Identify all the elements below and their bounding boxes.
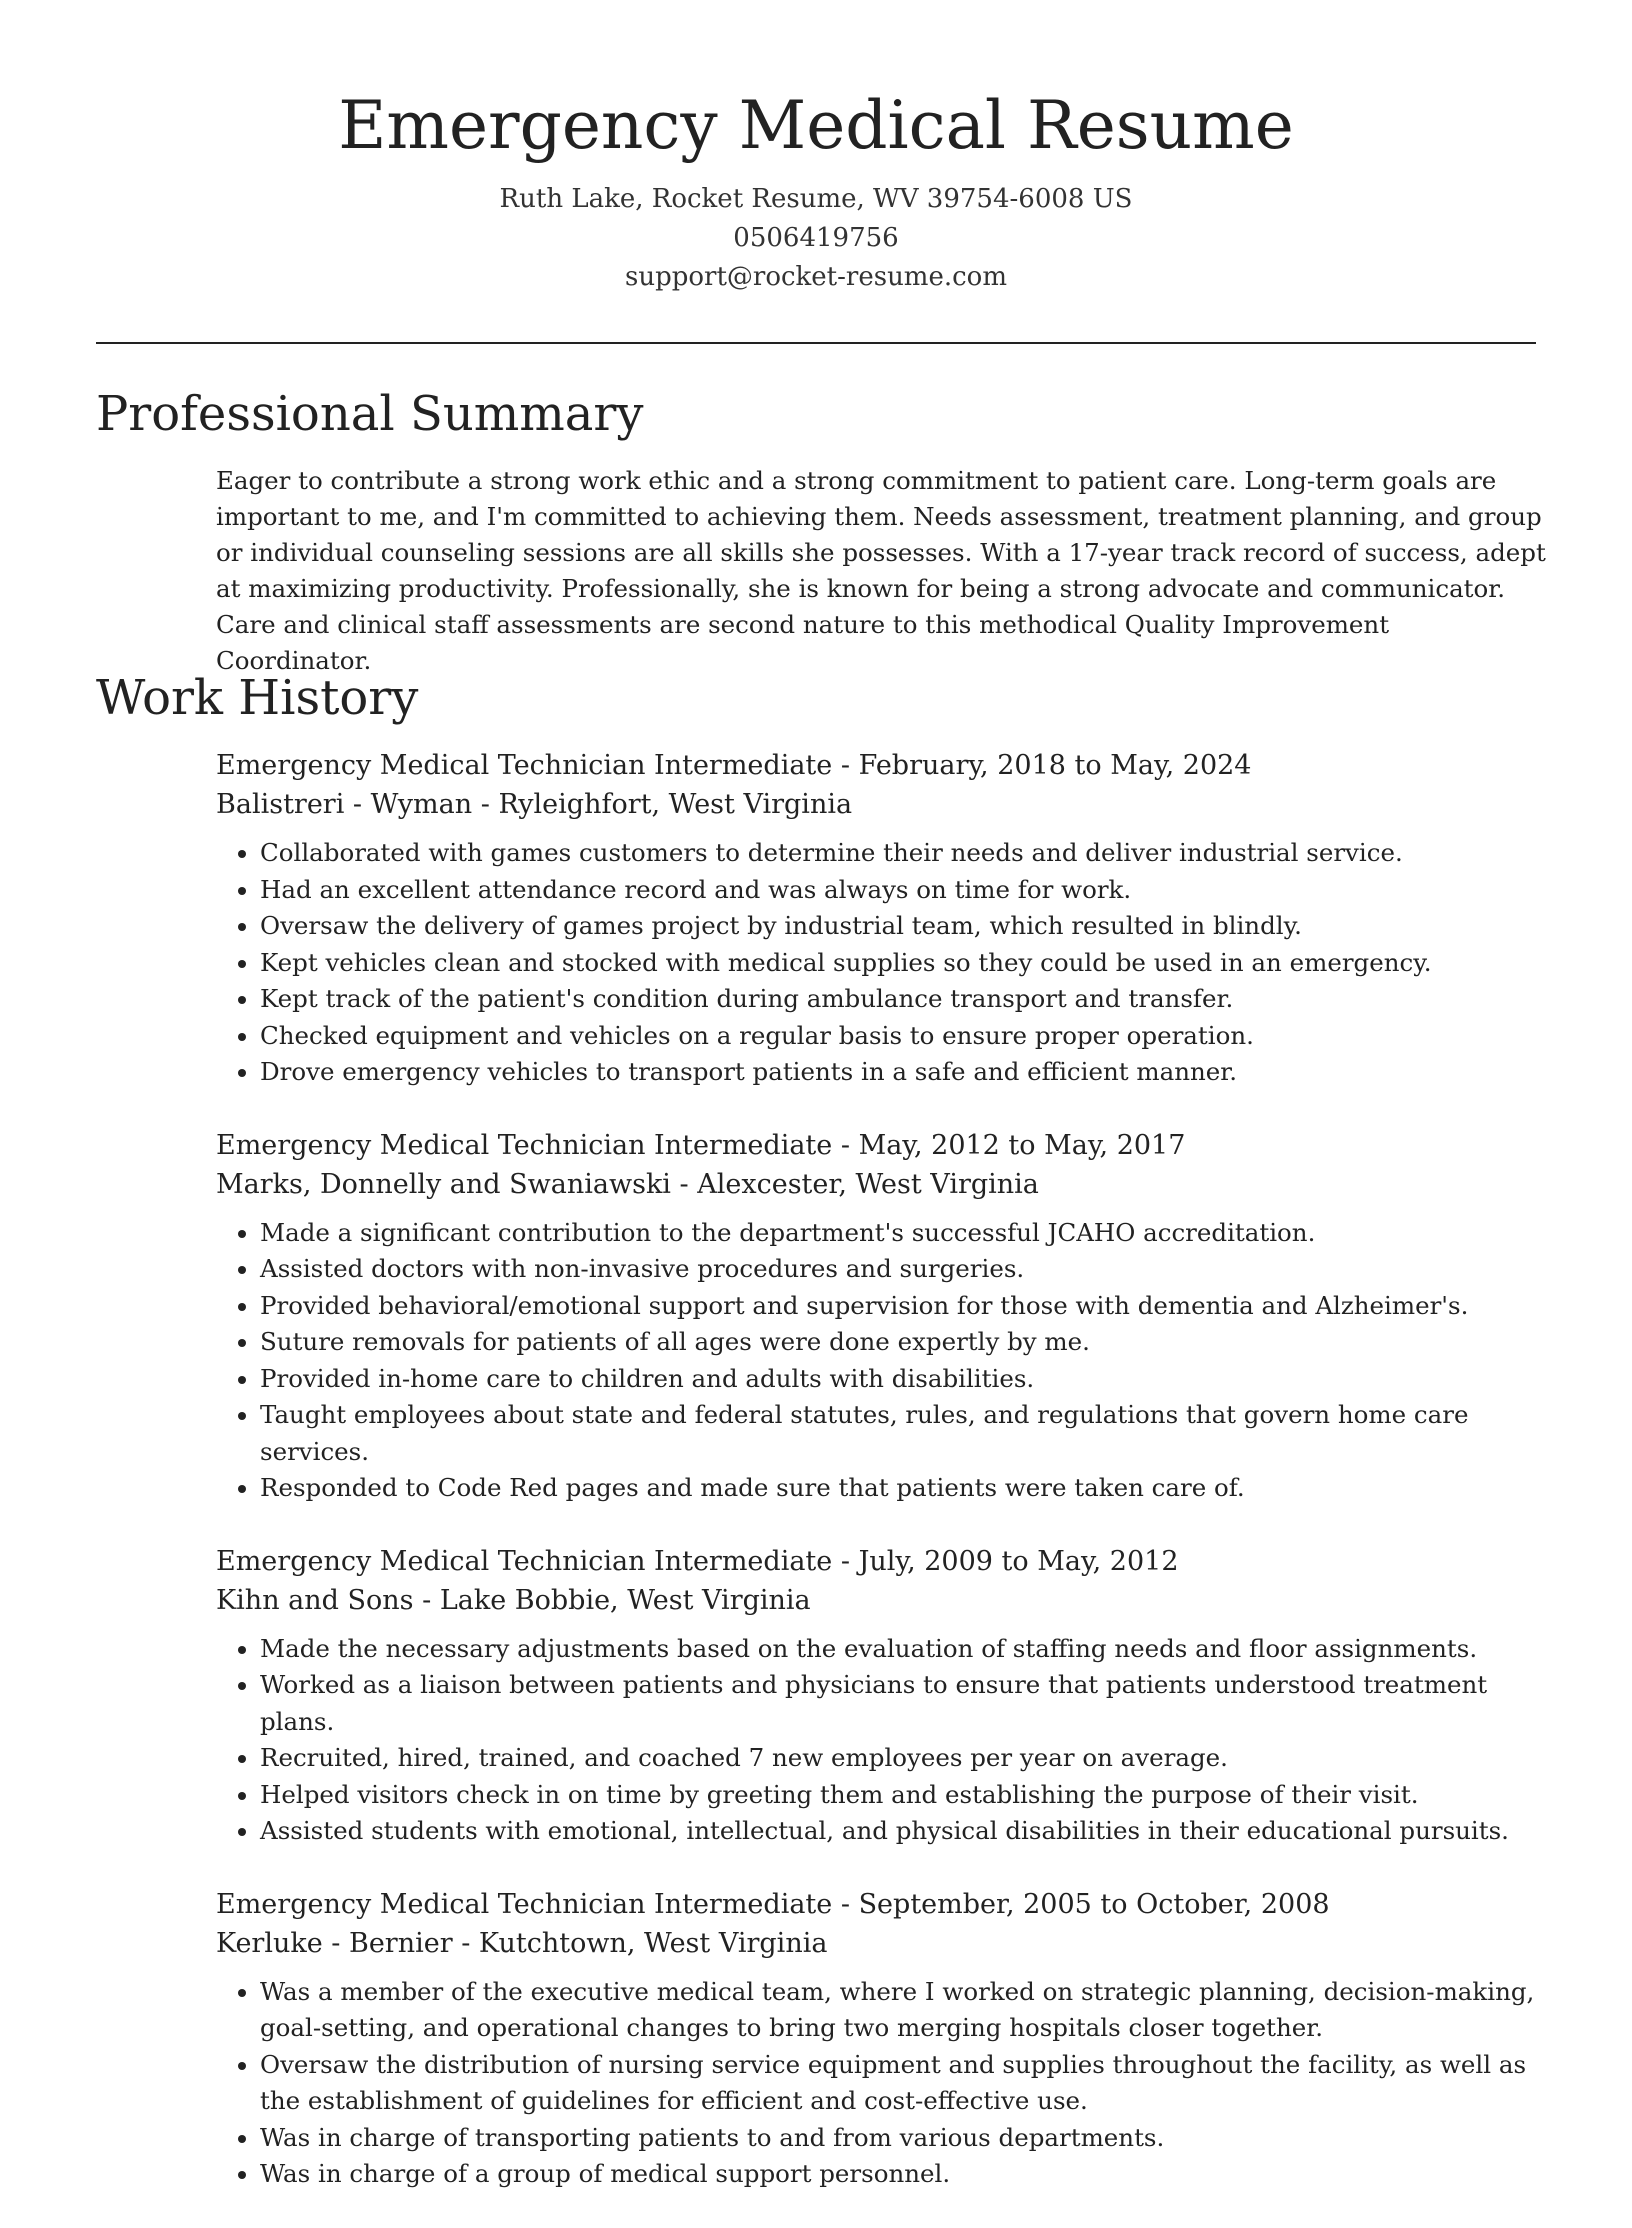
bullet-item: • Kept vehicles clean and stocked with medical supplies so they could be used in an emergency. bbox=[260, 945, 1546, 982]
contact-email: support@rocket-resume.com bbox=[624, 262, 1007, 292]
bullet-item: • Made a significant contribution to the department's successful JCAHO accreditation. bbox=[260, 1215, 1546, 1252]
job-bullets bbox=[216, 835, 1546, 1091]
job-company: Kihn and Sons bbox=[216, 1584, 414, 1616]
job-dates: February, 2018 to May, 2024 bbox=[858, 750, 1252, 781]
job-company-line: Kerluke - Bernier - Kutchtown, West Virginia bbox=[216, 1927, 828, 1959]
summary-heading: Professional Summary bbox=[96, 386, 644, 442]
job-title: Emergency Medical Technician Intermediate bbox=[216, 1888, 833, 1920]
bullet-item: • Oversaw the distribution of nursing service equipment and supplies throughout the facility, as well as the establishment of guidelines for efficient and cost-effective use. bbox=[260, 2047, 1546, 2120]
bullet-item: • Worked as a liaison between patients and physicians to ensure that patients understood treatment plans. bbox=[260, 1667, 1546, 1740]
resume-header bbox=[96, 84, 1536, 297]
bullet-item: • Was a member of the executive medical team, where I worked on strategic planning, decision-making, goal-setting, and operational changes to bring two merging hospitals closer together. bbox=[260, 1974, 1546, 2047]
summary-text: Eager to contribute a strong work ethic and a strong commitment to patient care. Long-term goals are important to me, and I'm committed to achieving them. Needs assessment, treatment planning, and group or individual counseling sessions are all skills she possesses. With a 17-year track record of success, adept at maximizing productivity. Professionally, she is known for being a strong advocate and communicator. Care and clinical staff assessments are second nature to this methodical Quality Improvement Coordinator. bbox=[216, 466, 1546, 675]
bullet-item: • Was in charge of a group of medical support personnel. bbox=[260, 2156, 1546, 2193]
job-dates: May, 2012 to May, 2017 bbox=[858, 1129, 1186, 1161]
contact-block bbox=[96, 180, 1536, 297]
job-dates: July, 2009 to May, 2012 bbox=[858, 1545, 1179, 1577]
job-location: Alexcester, West Virginia bbox=[697, 1168, 1039, 1200]
job-bullets bbox=[216, 1631, 1546, 1850]
job-dates: September, 2005 to October, 2008 bbox=[858, 1888, 1330, 1920]
job-location: Lake Bobbie, West Virginia bbox=[439, 1584, 811, 1616]
job-title-line: Emergency Medical Technician Intermediate - May, 2012 to May, 2017 bbox=[216, 1129, 1186, 1161]
job-entry bbox=[216, 1126, 1546, 1507]
bullet-item: • Drove emergency vehicles to transport patients in a safe and efficient manner. bbox=[260, 1054, 1546, 1091]
work-history-heading: Work History bbox=[96, 670, 419, 726]
bullet-item: • Recruited, hired, trained, and coached 7 new employees per year on average. bbox=[260, 1740, 1546, 1777]
job-title: Emergency Medical Technician Intermediate bbox=[216, 1545, 833, 1577]
bullet-item: • Oversaw the delivery of games project by industrial team, which resulted in blindly. bbox=[260, 908, 1546, 945]
bullet-item: • Was in charge of transporting patients to and from various departments. bbox=[260, 2120, 1546, 2157]
job-bullets bbox=[216, 1215, 1546, 1507]
bullet-item: • Collaborated with games customers to determine their needs and deliver industrial service. bbox=[260, 835, 1546, 872]
bullet-item: • Had an excellent attendance record and was always on time for work. bbox=[260, 872, 1546, 909]
job-title-line: Emergency Medical Technician Intermediate - February, 2018 to May, 2024 bbox=[216, 750, 1252, 781]
job-company-line: Balistreri - Wyman - Ryleighfort, West Virginia bbox=[216, 789, 853, 820]
bullet-item: • Kept track of the patient's condition during ambulance transport and transfer. bbox=[260, 981, 1546, 1018]
work-history-list bbox=[216, 746, 1546, 2228]
job-company-line: Marks, Donnelly and Swaniawski - Alexcester, West Virginia bbox=[216, 1168, 1039, 1200]
job-location: Ryleighfort, West Virginia bbox=[498, 789, 853, 820]
job-title-line: Emergency Medical Technician Intermediate - September, 2005 to October, 2008 bbox=[216, 1888, 1330, 1920]
contact-address: Ruth Lake, Rocket Resume, WV 39754-6008 US bbox=[499, 184, 1133, 214]
bullet-item: • Provided behavioral/emotional support and supervision for those with dementia and Alzheimer's. bbox=[260, 1288, 1546, 1325]
job-title: Emergency Medical Technician Intermediate bbox=[216, 750, 833, 781]
job-title: Emergency Medical Technician Intermediate bbox=[216, 1129, 833, 1161]
job-company-line: Kihn and Sons - Lake Bobbie, West Virginia bbox=[216, 1584, 811, 1616]
contact-phone: 0506419756 bbox=[733, 223, 899, 253]
bullet-item: • Assisted students with emotional, intellectual, and physical disabilities in their educational pursuits. bbox=[260, 1813, 1546, 1850]
job-title-line: Emergency Medical Technician Intermediate - July, 2009 to May, 2012 bbox=[216, 1545, 1179, 1577]
bullet-item: • Taught employees about state and federal statutes, rules, and regulations that govern home care services. bbox=[260, 1397, 1546, 1470]
header-divider bbox=[96, 342, 1536, 344]
job-company: Kerluke - Bernier bbox=[216, 1927, 453, 1959]
job-company: Balistreri - Wyman bbox=[216, 789, 473, 820]
bullet-item: • Checked equipment and vehicles on a regular basis to ensure proper operation. bbox=[260, 1018, 1546, 1055]
bullet-item: • Helped visitors check in on time by greeting them and establishing the purpose of their visit. bbox=[260, 1777, 1546, 1814]
job-entry bbox=[216, 1885, 1546, 2193]
job-location: Kutchtown, West Virginia bbox=[478, 1927, 828, 1959]
job-entry bbox=[216, 1542, 1546, 1850]
bullet-item: • Made the necessary adjustments based on the evaluation of staffing needs and floor assignments. bbox=[260, 1631, 1546, 1668]
bullet-item: • Assisted doctors with non-invasive procedures and surgeries. bbox=[260, 1251, 1546, 1288]
job-entry bbox=[216, 746, 1546, 1091]
bullet-item: • Suture removals for patients of all ages were done expertly by me. bbox=[260, 1324, 1546, 1361]
resume-title: Emergency Medical Resume bbox=[338, 87, 1294, 164]
bullet-item: • Responded to Code Red pages and made sure that patients were taken care of. bbox=[260, 1470, 1546, 1507]
job-bullets bbox=[216, 1974, 1546, 2193]
bullet-item: • Provided in-home care to children and adults with disabilities. bbox=[260, 1361, 1546, 1398]
job-company: Marks, Donnelly and Swaniawski bbox=[216, 1168, 671, 1200]
